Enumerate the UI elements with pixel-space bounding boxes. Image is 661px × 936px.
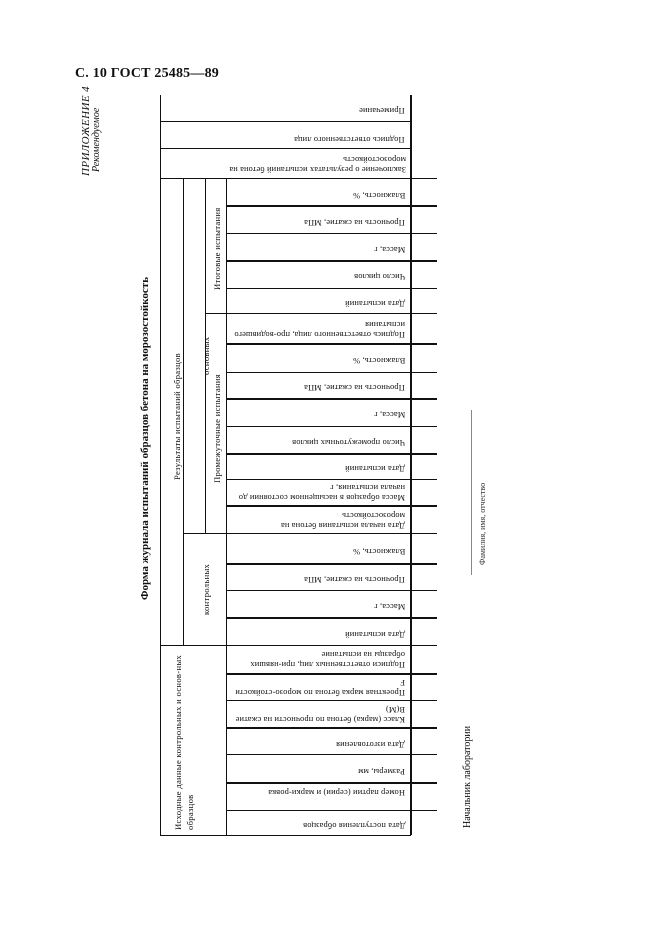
col-int-cycles: Число промежуточных циклов <box>291 438 405 447</box>
col-final-strength: Прочность на сжатие, МПа <box>304 218 405 227</box>
col-final-mass: Масса, г <box>373 245 405 254</box>
col-final-cycles: Число циклов <box>353 272 405 281</box>
appendix-title: ПРИЛОЖЕНИЕ 4 <box>80 85 92 176</box>
form-title: Форма журнала испытаний образцов бетона на морозостойкость <box>139 276 151 600</box>
col-int-mass: Масса, г <box>373 410 405 419</box>
group-main: основных <box>201 336 211 375</box>
col-strength-class: Класс (марка) бетона по прочности на сжатие В(М) <box>235 705 405 724</box>
col-tester-signature: Подпись ответственного лица, про-водившего испытания <box>234 320 405 339</box>
group-results: Результаты испытаний образцов <box>172 353 182 480</box>
col-receipt-date: Дата поступления образцов <box>302 821 405 830</box>
col-final-humidity: Влажность, % <box>352 191 405 200</box>
col-saturated-mass: Масса образцов в насыщенном состоянии до начала испытания, г <box>238 483 405 502</box>
col-acceptance-signatures: Подписи ответственных лиц, при-нявших образцы на испытание <box>250 650 405 669</box>
signature-caption: Фамилия, имя, отчество <box>478 482 487 565</box>
col-ctrl-test-date: Дата испытаний <box>344 630 405 639</box>
appendix-subtitle: Рекомендуемое <box>91 107 102 172</box>
col-test-start-date: Дата начала испытания бетона на морозостойкость <box>280 511 405 530</box>
col-responsible-signature: Подпись ответственного лица <box>294 135 405 144</box>
col-note: Примечание <box>359 106 405 115</box>
col-final-test-date: Дата испытаний <box>344 299 405 308</box>
col-manufacture-date: Дата изготовления <box>336 740 405 749</box>
col-ctrl-mass: Масса, г <box>373 602 405 611</box>
col-ctrl-strength: Прочность на сжатие, МПа <box>304 575 405 584</box>
col-dimensions: Размеры, мм <box>358 767 405 776</box>
group-intermediate: Промежуточные испытания <box>212 373 222 483</box>
col-conclusion: Заключение о результатах испытаний бетона на морозостойкость <box>229 155 406 174</box>
group-control: контрольных <box>201 563 211 615</box>
col-int-humidity: Влажность, % <box>352 356 405 365</box>
page-header: С. 10 ГОСТ 25485—89 <box>75 66 219 81</box>
col-int-strength: Прочность на сжатие, МПа <box>304 383 405 392</box>
col-ctrl-humidity: Влажность, % <box>352 547 405 556</box>
col-int-test-date: Дата испытаний <box>344 464 405 473</box>
lab-head-label: Начальник лаборатории <box>462 725 473 828</box>
signature-line <box>471 410 472 575</box>
group-initial-data: Исходные данные контрольных и основ-ных образцов <box>173 654 195 830</box>
col-batch-number: Номер партии (серии) и марки-ровка <box>268 788 405 797</box>
group-final: Итоговые испытания <box>212 207 222 290</box>
col-design-frost-grade: Проектная марка бетона по морозо-стойкости F <box>235 678 405 697</box>
